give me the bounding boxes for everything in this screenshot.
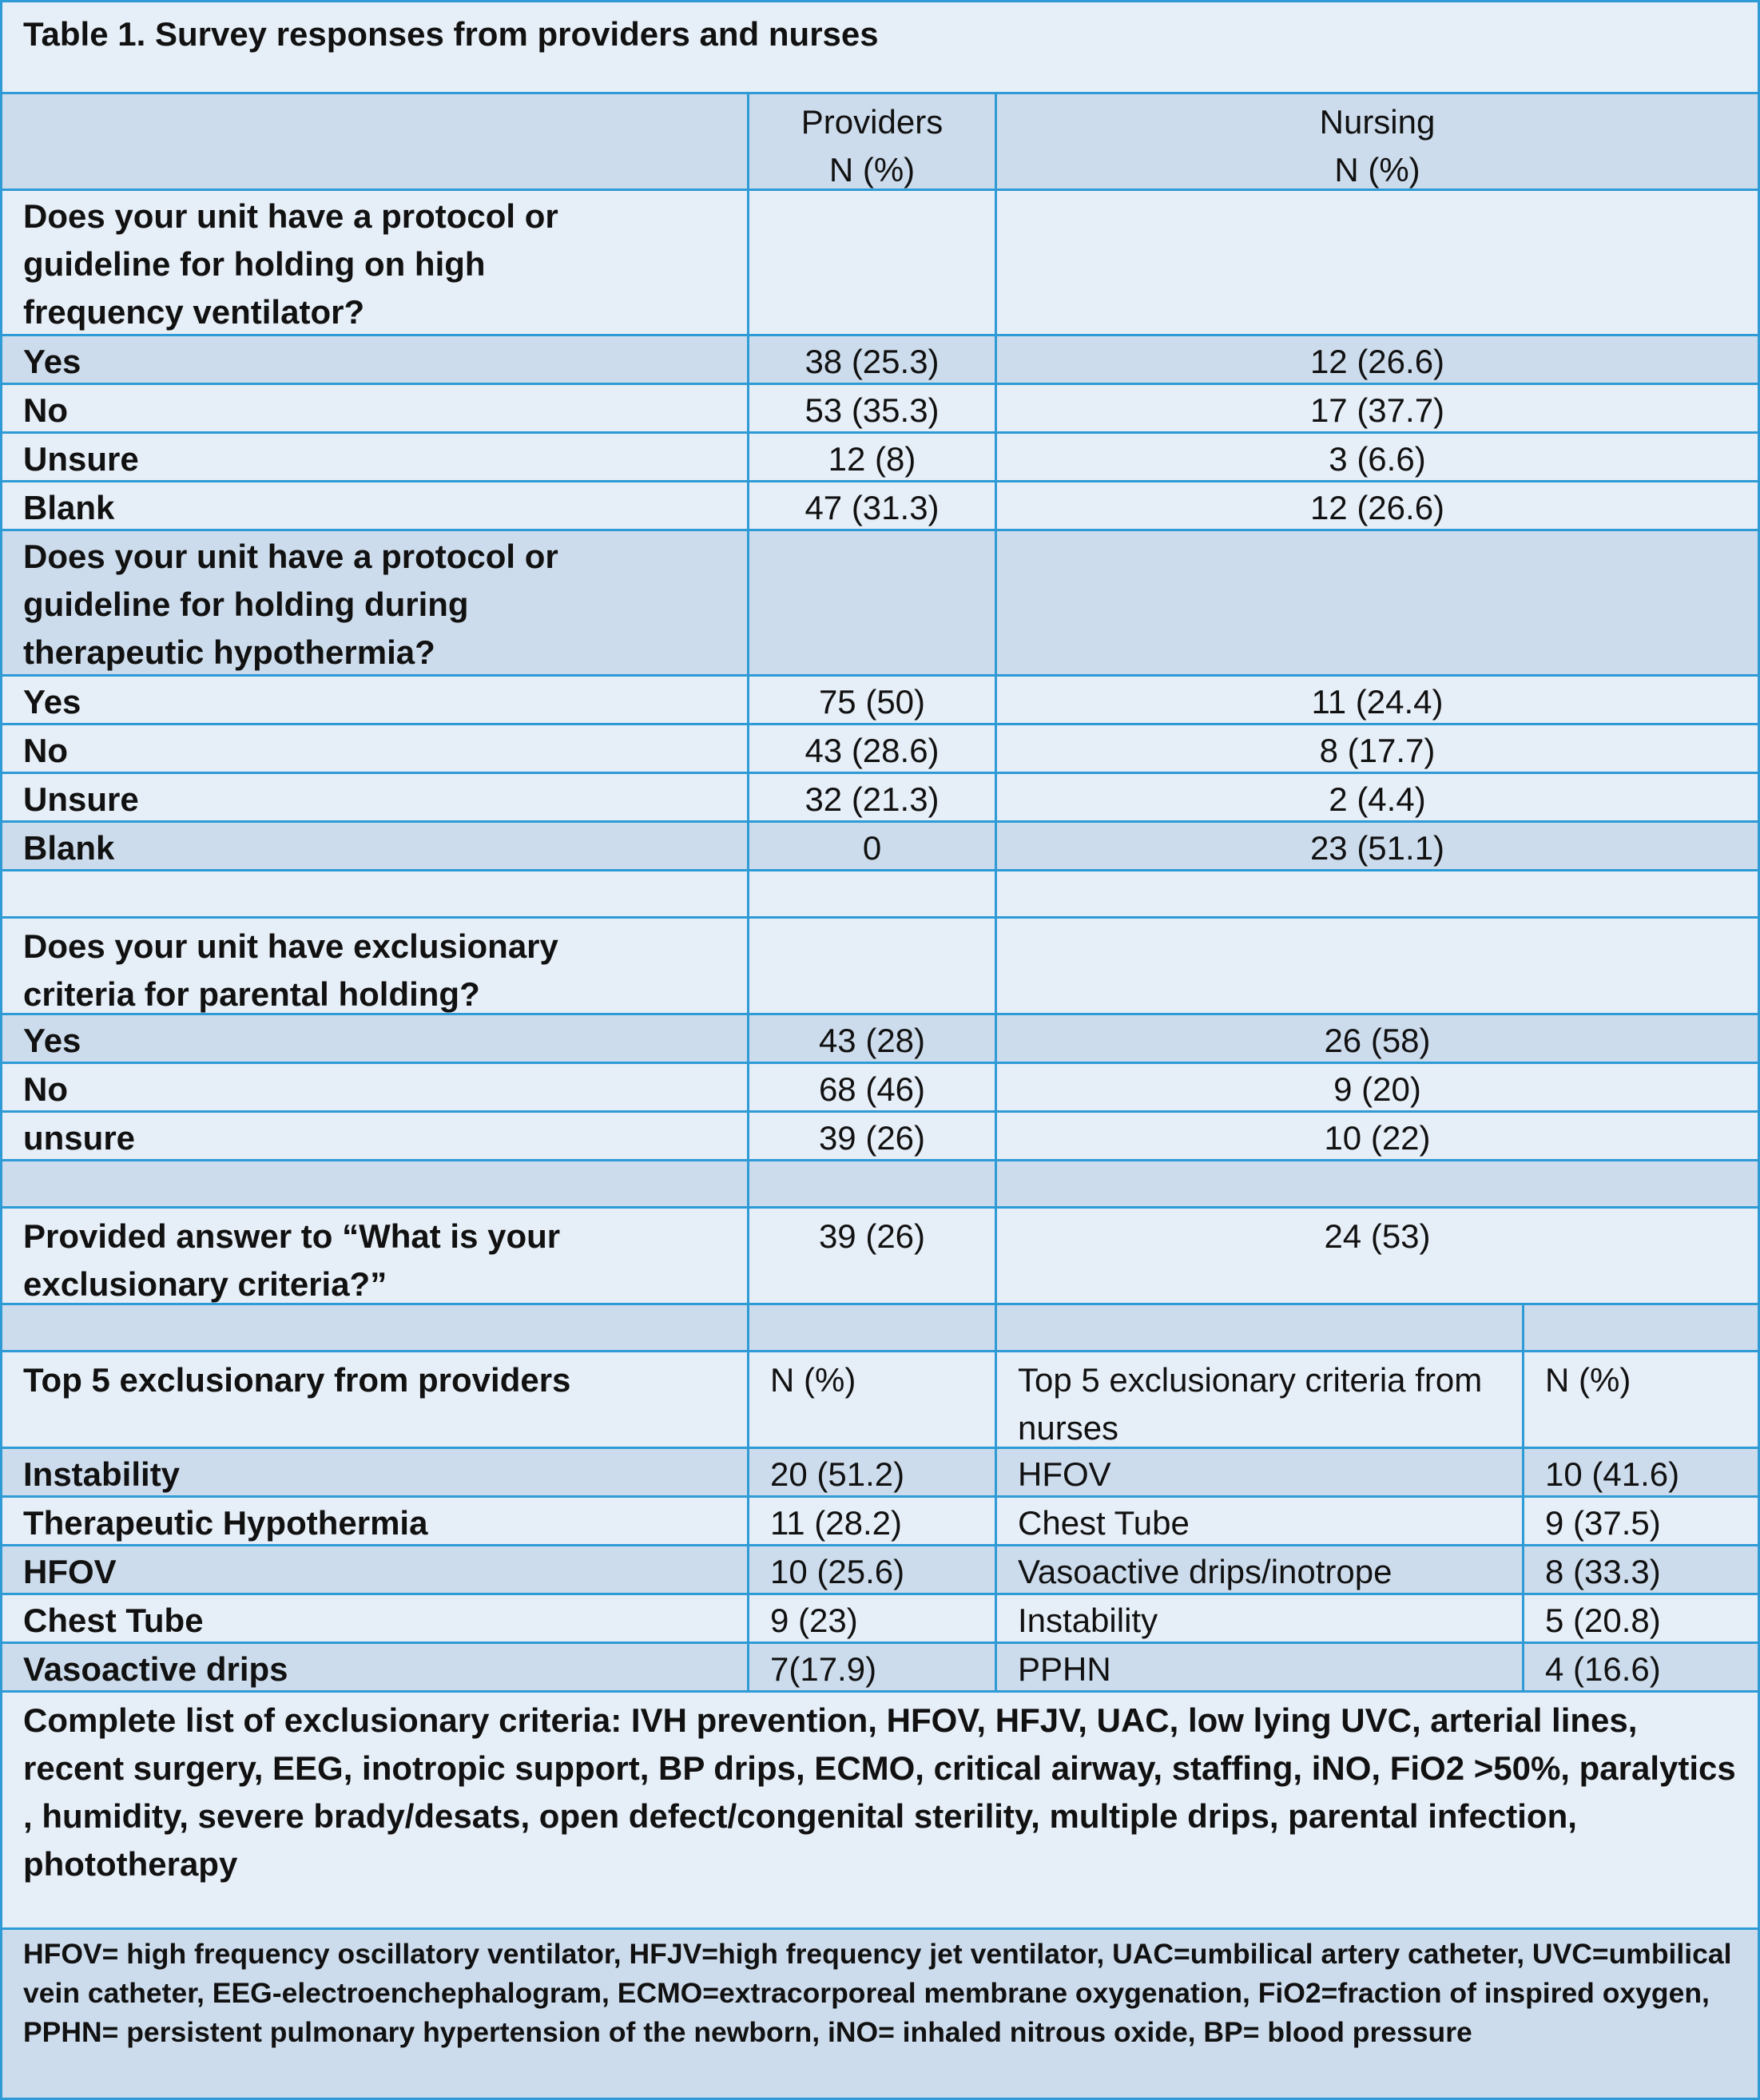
nursing-label: Nursing <box>1319 103 1436 141</box>
nursing-n-label: N (%) <box>1334 151 1420 189</box>
table-title: Table 1. Survey responses from providers and nurses <box>0 0 1760 94</box>
top5-nurse-n: 4 (16.6) <box>1522 1641 1760 1693</box>
top5-nurse-item: HFOV <box>995 1447 1524 1498</box>
abbreviations-footnote: HFOV= high frequency oscillatory ventilator, HFJV=high frequency jet ventilator, UAC=umbilical artery catheter, UVC=umbilical vein catheter, EEG-electroenchephalogram, ECMO=extracorporeal membrane oxygenation, FiO2=fraction of inspired oxygen, PPHN= persistent pulmonary hypertension of the newborn, iNO= inhaled nitrous oxide, BP= blood pressure <box>0 1927 1760 2100</box>
q2-row-label: Unsure <box>0 772 749 823</box>
top5-nurses-header: Top 5 exclusionary criteria from nurses <box>995 1350 1524 1449</box>
top5-provider-n: 20 (51.2) <box>747 1447 997 1498</box>
q1-row-nursing: 12 (26.6) <box>995 334 1760 385</box>
q1-row-label: Blank <box>0 480 749 531</box>
q1-row-label: No <box>0 383 749 434</box>
top5-provider-item: Vasoactive drips <box>0 1641 749 1693</box>
question-exclusionary-criteria: Does your unit have exclusionary criteria for parental holding? <box>0 916 749 1015</box>
q3-row-label: No <box>0 1062 749 1113</box>
q1-row-nursing: 17 (37.7) <box>995 383 1760 434</box>
spacer-cell <box>747 1303 997 1352</box>
q3-row-label: Yes <box>0 1013 749 1064</box>
top5-nurse-item: PPHN <box>995 1641 1524 1693</box>
top5-provider-item: Therapeutic Hypothermia <box>0 1495 749 1546</box>
spacer-cell <box>747 869 997 919</box>
top5-nurse-item: Vasoactive drips/inotrope <box>995 1544 1524 1595</box>
question-hypothermia-protocol: Does your unit have a protocol or guideline for holding during therapeutic hypothermia? <box>0 529 749 677</box>
q2-row-nursing: 2 (4.4) <box>995 772 1760 823</box>
provided-answer-providers: 39 (26) <box>747 1206 997 1305</box>
q3-row-nursing: 9 (20) <box>995 1062 1760 1113</box>
q2-row-providers: 32 (21.3) <box>747 772 997 823</box>
q2-row-nursing: 8 (17.7) <box>995 723 1760 774</box>
question-exclusionary-nursing-empty <box>995 916 1760 1015</box>
header-nursing <box>995 92 1760 191</box>
providers-n-label: N (%) <box>828 151 916 189</box>
spacer-cell <box>0 869 749 919</box>
top5-nurse-n: 10 (41.6) <box>1522 1447 1760 1498</box>
q1-row-label: Yes <box>0 334 749 385</box>
top5-provider-n: 9 (23) <box>747 1593 997 1644</box>
q3-row-providers: 68 (46) <box>747 1062 997 1113</box>
q1-row-nursing: 3 (6.6) <box>995 431 1760 482</box>
top5-nurse-n: 5 (20.8) <box>1522 1593 1760 1644</box>
spacer-cell <box>0 1303 749 1352</box>
top5-nurses-n-header: N (%) <box>1522 1350 1760 1449</box>
complete-criteria-list: Complete list of exclusionary criteria: IVH prevention, HFOV, HFJV, UAC, low lying UVC, arterial lines, recent surgery, EEG, inotropic support, BP drips, ECMO, critical airway, staffing, iNO, FiO2 >50%, paralytics , humidity, severe brady/desats, open defect/congenital sterility, multiple drips, parental infection, phototherapy <box>0 1690 1760 1930</box>
question-hfov-providers-empty <box>747 189 997 336</box>
top5-nurse-n: 9 (37.5) <box>1522 1495 1760 1546</box>
spacer-cell <box>747 1159 997 1209</box>
q1-row-providers: 12 (8) <box>747 431 997 482</box>
q1-row-providers: 38 (25.3) <box>747 334 997 385</box>
provided-answer-nursing: 24 (53) <box>995 1206 1760 1305</box>
spacer-cell <box>995 1303 1524 1352</box>
top5-provider-n: 11 (28.2) <box>747 1495 997 1546</box>
q2-row-label: Blank <box>0 820 749 871</box>
question-hypothermia-nursing-empty <box>995 529 1760 677</box>
top5-nurse-item: Chest Tube <box>995 1495 1524 1546</box>
q3-row-label: unsure <box>0 1110 749 1161</box>
spacer-cell <box>0 1159 749 1209</box>
q1-row-providers: 47 (31.3) <box>747 480 997 531</box>
header-providers <box>747 92 997 191</box>
top5-provider-n: 7(17.9) <box>747 1641 997 1693</box>
top5-provider-n: 10 (25.6) <box>747 1544 997 1595</box>
q3-row-providers: 43 (28) <box>747 1013 997 1064</box>
question-hypothermia-providers-empty <box>747 529 997 677</box>
q2-row-nursing: 11 (24.4) <box>995 674 1760 725</box>
q2-row-label: No <box>0 723 749 774</box>
providers-label: Providers <box>801 103 944 141</box>
spacer-cell <box>995 1159 1760 1209</box>
question-hfov-protocol: Does your unit have a protocol or guideline for holding on high frequency ventilator? <box>0 189 749 336</box>
top5-nurse-item: Instability <box>995 1593 1524 1644</box>
top5-provider-item: Instability <box>0 1447 749 1498</box>
question-exclusionary-providers-empty <box>747 916 997 1015</box>
q1-row-label: Unsure <box>0 431 749 482</box>
q1-row-providers: 53 (35.3) <box>747 383 997 434</box>
spacer-cell <box>995 869 1760 919</box>
q2-row-providers: 0 <box>747 820 997 871</box>
header-blank-cell <box>0 92 749 191</box>
top5-providers-n-header: N (%) <box>747 1350 997 1449</box>
q2-row-providers: 75 (50) <box>747 674 997 725</box>
q3-row-providers: 39 (26) <box>747 1110 997 1161</box>
provided-answer-label: Provided answer to “What is your exclusionary criteria?” <box>0 1206 749 1305</box>
q1-row-nursing: 12 (26.6) <box>995 480 1760 531</box>
top5-providers-header: Top 5 exclusionary from providers <box>0 1350 749 1449</box>
q3-row-nursing: 26 (58) <box>995 1013 1760 1064</box>
top5-nurse-n: 8 (33.3) <box>1522 1544 1760 1595</box>
spacer-cell <box>1522 1303 1760 1352</box>
q2-row-nursing: 23 (51.1) <box>995 820 1760 871</box>
q2-row-label: Yes <box>0 674 749 725</box>
top5-provider-item: Chest Tube <box>0 1593 749 1644</box>
top5-provider-item: HFOV <box>0 1544 749 1595</box>
q3-row-nursing: 10 (22) <box>995 1110 1760 1161</box>
q2-row-providers: 43 (28.6) <box>747 723 997 774</box>
question-hfov-nursing-empty <box>995 189 1760 336</box>
